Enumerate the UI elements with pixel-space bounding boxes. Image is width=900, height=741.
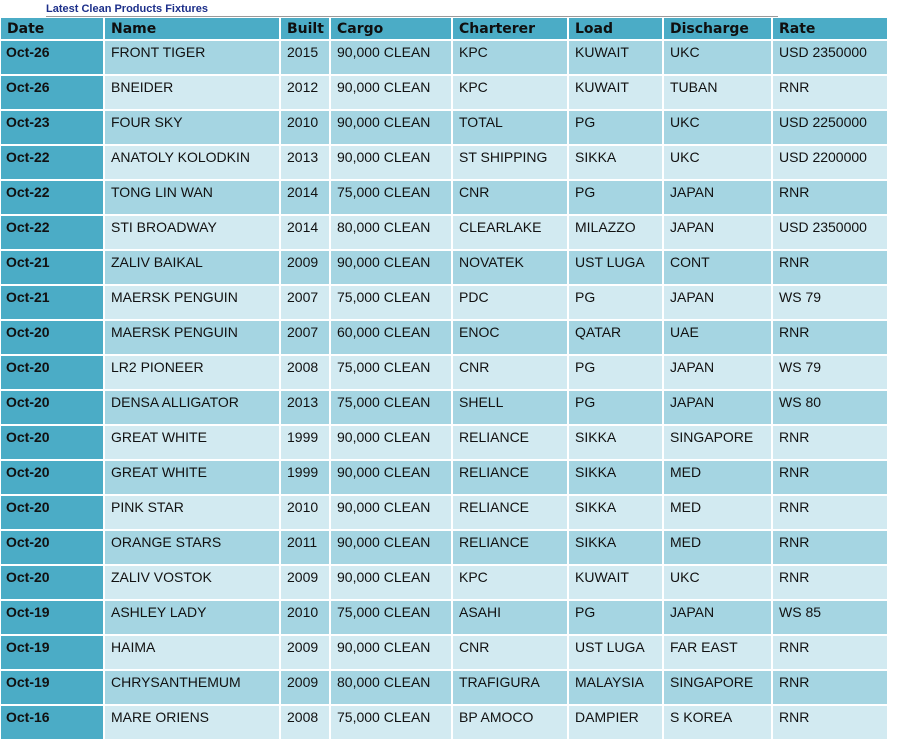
cell-charterer: KPC	[452, 40, 568, 75]
cell-discharge: S KOREA	[663, 705, 772, 740]
cell-name: ORANGE STARS	[104, 530, 280, 565]
cell-load: SIKKA	[568, 460, 663, 495]
cell-name: FRONT TIGER	[104, 40, 280, 75]
cell-discharge: JAPAN	[663, 390, 772, 425]
cell-discharge: JAPAN	[663, 285, 772, 320]
cell-cargo: 90,000 CLEAN	[330, 110, 452, 145]
table-row	[1, 110, 888, 145]
table-row	[1, 40, 888, 75]
cell-date: Oct-20	[1, 495, 104, 530]
cell-discharge: TUBAN	[663, 75, 772, 110]
cell-name: BNEIDER	[104, 75, 280, 110]
cell-built: 2008	[280, 355, 330, 390]
cell-built: 2007	[280, 320, 330, 355]
cell-charterer: ENOC	[452, 320, 568, 355]
cell-date: Oct-19	[1, 670, 104, 705]
cell-charterer: ASAHI	[452, 600, 568, 635]
cell-rate: RNR	[772, 670, 888, 705]
cell-cargo: 90,000 CLEAN	[330, 250, 452, 285]
cell-built: 2012	[280, 75, 330, 110]
cell-date: Oct-26	[1, 75, 104, 110]
column-header-rate: Rate	[772, 18, 888, 40]
cell-discharge: JAPAN	[663, 215, 772, 250]
cell-discharge: MED	[663, 530, 772, 565]
cell-discharge: UKC	[663, 40, 772, 75]
cell-load: SIKKA	[568, 425, 663, 460]
cell-cargo: 90,000 CLEAN	[330, 635, 452, 670]
cell-built: 2014	[280, 215, 330, 250]
cell-load: UST LUGA	[568, 635, 663, 670]
cell-built: 1999	[280, 425, 330, 460]
cell-name: PINK STAR	[104, 495, 280, 530]
cell-name: CHRYSANTHEMUM	[104, 670, 280, 705]
cell-date: Oct-21	[1, 285, 104, 320]
cell-charterer: RELIANCE	[452, 460, 568, 495]
table-row	[1, 600, 888, 635]
cell-date: Oct-26	[1, 40, 104, 75]
cell-rate: RNR	[772, 530, 888, 565]
cell-name: STI BROADWAY	[104, 215, 280, 250]
cell-discharge: JAPAN	[663, 180, 772, 215]
cell-name: MARE ORIENS	[104, 705, 280, 740]
cell-built: 1999	[280, 460, 330, 495]
cell-charterer: CNR	[452, 355, 568, 390]
cell-load: PG	[568, 390, 663, 425]
cell-name: ZALIV BAIKAL	[104, 250, 280, 285]
table-header-row	[1, 18, 888, 40]
cell-date: Oct-19	[1, 635, 104, 670]
cell-load: UST LUGA	[568, 250, 663, 285]
cell-discharge: SINGAPORE	[663, 670, 772, 705]
cell-discharge: JAPAN	[663, 600, 772, 635]
cell-cargo: 75,000 CLEAN	[330, 705, 452, 740]
cell-charterer: PDC	[452, 285, 568, 320]
cell-rate: RNR	[772, 460, 888, 495]
cell-discharge: UKC	[663, 565, 772, 600]
cell-name: ANATOLY KOLODKIN	[104, 145, 280, 180]
cell-built: 2013	[280, 145, 330, 180]
cell-charterer: KPC	[452, 565, 568, 600]
column-header-built: Built	[280, 18, 330, 40]
cell-rate: RNR	[772, 75, 888, 110]
column-header-cargo: Cargo	[330, 18, 452, 40]
cell-load: QATAR	[568, 320, 663, 355]
cell-load: PG	[568, 180, 663, 215]
cell-rate: USD 2350000	[772, 40, 888, 75]
cell-date: Oct-22	[1, 145, 104, 180]
cell-cargo: 90,000 CLEAN	[330, 425, 452, 460]
cell-cargo: 80,000 CLEAN	[330, 670, 452, 705]
cell-date: Oct-22	[1, 180, 104, 215]
column-header-charterer: Charterer	[452, 18, 568, 40]
cell-charterer: TOTAL	[452, 110, 568, 145]
cell-built: 2009	[280, 250, 330, 285]
cell-charterer: CLEARLAKE	[452, 215, 568, 250]
cell-built: 2011	[280, 530, 330, 565]
cell-load: MILAZZO	[568, 215, 663, 250]
cell-rate: USD 2200000	[772, 145, 888, 180]
cell-date: Oct-20	[1, 425, 104, 460]
cell-name: GREAT WHITE	[104, 425, 280, 460]
cell-built: 2007	[280, 285, 330, 320]
table-row	[1, 565, 888, 600]
cell-discharge: UAE	[663, 320, 772, 355]
column-header-date: Date	[1, 18, 104, 40]
table-row	[1, 75, 888, 110]
cell-rate: USD 2250000	[772, 110, 888, 145]
cell-discharge: SINGAPORE	[663, 425, 772, 460]
cell-name: MAERSK PENGUIN	[104, 285, 280, 320]
cell-rate: RNR	[772, 705, 888, 740]
cell-rate: RNR	[772, 250, 888, 285]
cell-cargo: 90,000 CLEAN	[330, 40, 452, 75]
cell-charterer: RELIANCE	[452, 425, 568, 460]
cell-load: SIKKA	[568, 530, 663, 565]
cell-cargo: 75,000 CLEAN	[330, 355, 452, 390]
table-row	[1, 145, 888, 180]
cell-cargo: 75,000 CLEAN	[330, 285, 452, 320]
table-row	[1, 355, 888, 390]
cell-name: FOUR SKY	[104, 110, 280, 145]
cell-cargo: 90,000 CLEAN	[330, 75, 452, 110]
cell-built: 2009	[280, 635, 330, 670]
table-row	[1, 670, 888, 705]
cell-load: DAMPIER	[568, 705, 663, 740]
table-row	[1, 425, 888, 460]
cell-load: MALAYSIA	[568, 670, 663, 705]
table-row	[1, 215, 888, 250]
column-header-discharge: Discharge	[663, 18, 772, 40]
cell-charterer: CNR	[452, 180, 568, 215]
cell-name: HAIMA	[104, 635, 280, 670]
cell-charterer: SHELL	[452, 390, 568, 425]
cell-built: 2009	[280, 565, 330, 600]
cell-cargo: 75,000 CLEAN	[330, 180, 452, 215]
cell-name: LR2 PIONEER	[104, 355, 280, 390]
column-header-load: Load	[568, 18, 663, 40]
cell-load: PG	[568, 355, 663, 390]
cell-rate: WS 85	[772, 600, 888, 635]
cell-rate: USD 2350000	[772, 215, 888, 250]
fixtures-table	[1, 18, 889, 741]
cell-cargo: 75,000 CLEAN	[330, 600, 452, 635]
cell-name: ZALIV VOSTOK	[104, 565, 280, 600]
cell-built: 2010	[280, 495, 330, 530]
cell-charterer: BP AMOCO	[452, 705, 568, 740]
page-title: Latest Clean Products Fixtures	[46, 3, 778, 17]
cell-cargo: 90,000 CLEAN	[330, 495, 452, 530]
column-header-name: Name	[104, 18, 280, 40]
table-row	[1, 495, 888, 530]
cell-rate: RNR	[772, 425, 888, 460]
cell-rate: RNR	[772, 635, 888, 670]
table-row	[1, 390, 888, 425]
table-row	[1, 250, 888, 285]
cell-name: MAERSK PENGUIN	[104, 320, 280, 355]
cell-name: ASHLEY LADY	[104, 600, 280, 635]
cell-rate: WS 80	[772, 390, 888, 425]
cell-name: TONG LIN WAN	[104, 180, 280, 215]
cell-date: Oct-23	[1, 110, 104, 145]
cell-cargo: 90,000 CLEAN	[330, 145, 452, 180]
cell-discharge: UKC	[663, 110, 772, 145]
cell-date: Oct-19	[1, 600, 104, 635]
table-row	[1, 180, 888, 215]
cell-rate: RNR	[772, 320, 888, 355]
cell-load: PG	[568, 110, 663, 145]
table-body	[1, 40, 888, 740]
cell-discharge: FAR EAST	[663, 635, 772, 670]
cell-discharge: MED	[663, 460, 772, 495]
cell-date: Oct-20	[1, 355, 104, 390]
cell-date: Oct-22	[1, 215, 104, 250]
cell-date: Oct-20	[1, 530, 104, 565]
cell-rate: WS 79	[772, 355, 888, 390]
table-row	[1, 635, 888, 670]
cell-discharge: UKC	[663, 145, 772, 180]
cell-built: 2015	[280, 40, 330, 75]
cell-date: Oct-20	[1, 390, 104, 425]
table-row	[1, 705, 888, 740]
cell-cargo: 90,000 CLEAN	[330, 460, 452, 495]
cell-built: 2014	[280, 180, 330, 215]
cell-name: DENSA ALLIGATOR	[104, 390, 280, 425]
cell-date: Oct-20	[1, 320, 104, 355]
cell-charterer: CNR	[452, 635, 568, 670]
cell-rate: WS 79	[772, 285, 888, 320]
cell-rate: RNR	[772, 565, 888, 600]
cell-date: Oct-20	[1, 460, 104, 495]
cell-built: 2008	[280, 705, 330, 740]
table-row	[1, 285, 888, 320]
cell-charterer: TRAFIGURA	[452, 670, 568, 705]
cell-charterer: ST SHIPPING	[452, 145, 568, 180]
cell-load: PG	[568, 285, 663, 320]
cell-load: KUWAIT	[568, 565, 663, 600]
cell-cargo: 90,000 CLEAN	[330, 530, 452, 565]
cell-cargo: 90,000 CLEAN	[330, 565, 452, 600]
cell-date: Oct-20	[1, 565, 104, 600]
cell-load: SIKKA	[568, 495, 663, 530]
cell-date: Oct-16	[1, 705, 104, 740]
cell-built: 2010	[280, 600, 330, 635]
cell-rate: RNR	[772, 495, 888, 530]
cell-load: KUWAIT	[568, 40, 663, 75]
cell-cargo: 75,000 CLEAN	[330, 390, 452, 425]
cell-name: GREAT WHITE	[104, 460, 280, 495]
table-row	[1, 320, 888, 355]
table-row	[1, 460, 888, 495]
cell-load: SIKKA	[568, 145, 663, 180]
cell-date: Oct-21	[1, 250, 104, 285]
cell-charterer: RELIANCE	[452, 495, 568, 530]
cell-built: 2013	[280, 390, 330, 425]
cell-charterer: NOVATEK	[452, 250, 568, 285]
cell-built: 2010	[280, 110, 330, 145]
table-row	[1, 530, 888, 565]
cell-charterer: RELIANCE	[452, 530, 568, 565]
cell-load: PG	[568, 600, 663, 635]
cell-rate: RNR	[772, 180, 888, 215]
cell-cargo: 80,000 CLEAN	[330, 215, 452, 250]
cell-load: KUWAIT	[568, 75, 663, 110]
cell-discharge: CONT	[663, 250, 772, 285]
cell-discharge: JAPAN	[663, 355, 772, 390]
cell-built: 2009	[280, 670, 330, 705]
cell-charterer: KPC	[452, 75, 568, 110]
cell-discharge: MED	[663, 495, 772, 530]
cell-cargo: 60,000 CLEAN	[330, 320, 452, 355]
